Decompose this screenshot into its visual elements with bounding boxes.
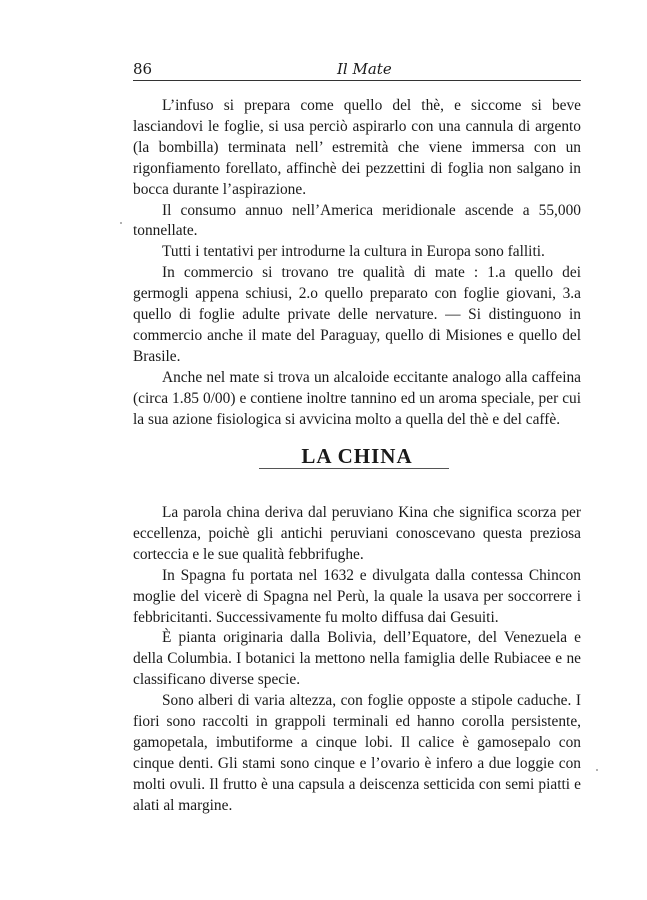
paragraph: La parola china deriva dal peruviano Kina che significa scorza per eccellenza, poichè gli antichi peruviani conoscevano questa preziosa corteccia e le sue qualità febbrifughe. — [133, 504, 581, 563]
china-section — [133, 503, 581, 817]
running-title: Il Mate — [337, 60, 392, 78]
paragraph: Anche nel mate si trova un alcaloide eccitante analogo alla caffeina (circa 1.85 0/00) e contiene inoltre tannino ed un aroma speciale, per cui la sua azione fisiologica si avvicina molto a quella del thè e del caffè. — [133, 368, 581, 428]
header-rule — [133, 80, 581, 81]
paragraph: È pianta originaria dalla Bolivia, dell’Equatore, del Venezuela e della Columbia. I botanici la mettono nella famiglia delle Rubiacee e ne classificano diverse specie. — [133, 629, 581, 689]
paragraph: In commercio si trovano tre qualità di mate : 1.a quello dei germogli appena schiusi, 2.o quello preparato con foglie giovani, 3.a quello di foglie adulte private delle nervature. — Si distinguono in commercio anche il mate del Paraguay, quello di Misiones e quello del Brasile. — [133, 264, 581, 365]
paragraph: Sono alberi di varia altezza, con foglie opposte a stipole caduche. I fiori sono raccolti in grappoli terminali ed hanno corolla persistente, gamopetala, imbutiforme a cinque lobi. Il calice è gamosepalo con cinque denti. Gli stami sono cinque e l’ovario è infero a due loggie con molti ovuli. Il frutto è una capsula a deiscenza setticida con semi piatti e alati al margine. — [133, 692, 581, 814]
section-heading: LA CHINA — [301, 444, 413, 468]
paragraph: L’infuso si prepara come quello del thè, e siccome si beve lasciandovi le foglie, si usa perciò aspirarlo con una cannula di argento (la bombilla) terminata nell’ estremità che viene immersa con un rigonfiamento forellato, affinchè dei pezzettini di foglia non salgano in bocca durante l’aspirazione. — [133, 97, 581, 198]
print-speck — [120, 222, 122, 224]
mate-section — [133, 96, 581, 431]
running-head — [133, 60, 581, 82]
heading-underline — [259, 468, 449, 469]
print-speck — [596, 769, 598, 771]
paragraph: Il consumo annuo nell’America meridionale ascende a 55,000 tonnellate. — [133, 201, 581, 240]
page-number: 86 — [133, 60, 153, 78]
paragraph: Tutti i tentativi per introdurne la cultura in Europa sono falliti. — [162, 243, 545, 261]
paragraph: In Spagna fu portata nel 1632 e divulgata dalla contessa Chincon moglie del vicerè di Spagna nel Perù, la quale la usava per soccorrere i febbricitanti. Successivamente fu molto diffusa dai Gesuiti. — [133, 566, 581, 626]
